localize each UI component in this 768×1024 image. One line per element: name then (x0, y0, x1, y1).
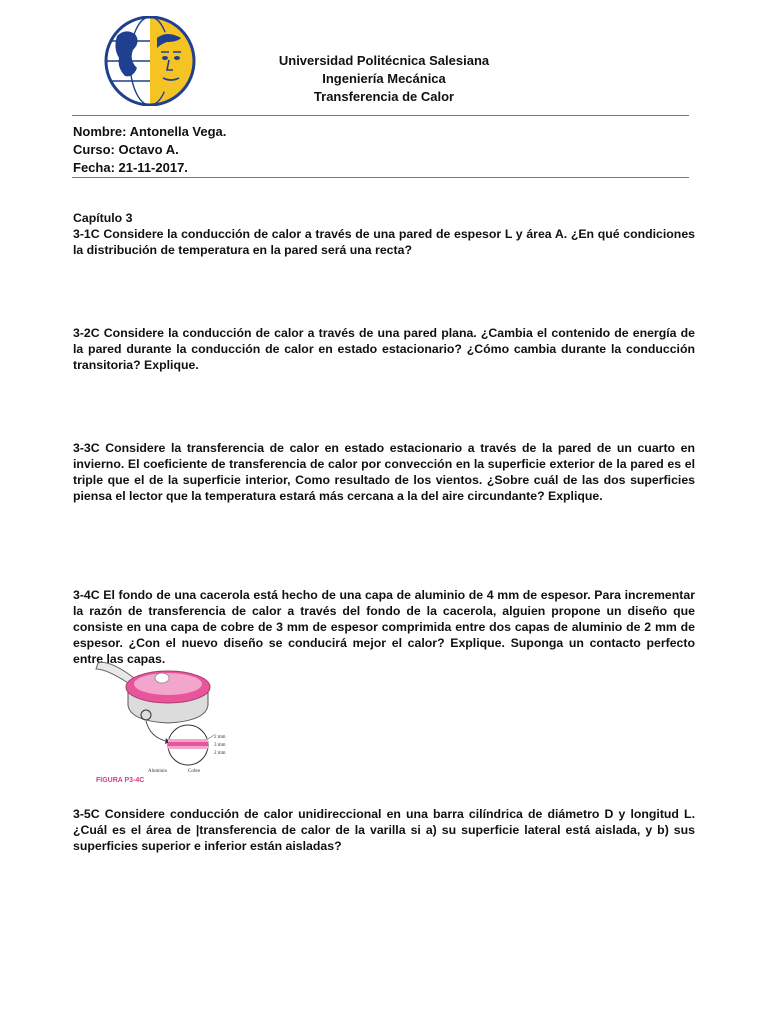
aluminio-label: Aluminio (148, 769, 168, 774)
question-3-2c: 3-2C Considere la conducción de calor a través de una pared plana. ¿Cambia el contenido de energía de la pared durante la conducción de calor en estado estacionario? ¿Cómo cambia durante la conducción transitoria? Explique. (73, 326, 695, 372)
dim-mid-label: 3 mm (214, 743, 226, 748)
question-block-1 (73, 210, 695, 258)
question-3-5c: 3-5C Considere conducción de calor unidireccional en una barra cilíndrica de diámetro D y longitud L. ¿Cuál es el área de |transferencia de calor de la varilla si a) su superficie lateral está aislada, y b) sus superficies superior e inferior están aisladas? (73, 807, 695, 853)
student-date: Fecha: 21-11-2017. (73, 160, 188, 175)
question-3-3c: 3-3C Considere la transferencia de calor en estado estacionario a través de la pared de un cuarto en invierno. El coeficiente de transferencia de calor por convección en la superficie exterior de la pared es el triple que el de la superficie interior, Como resultado de los vientos. ¿Sobre cuál de las dos superficies piensa el lector que la temperatura estará más cercana a la del aire circundante? Explique. (73, 441, 695, 503)
student-info (73, 123, 226, 177)
document-header (228, 52, 540, 106)
question-3-4c: 3-4C El fondo de una cacerola está hecho de una capa de aluminio de 4 mm de espesor. Para incrementar la razón de transferencia de calor a través del fondo de la cacerola, alguien propone un diseño que consiste en una capa de cobre de 3 mm de espesor comprimida entre dos capas de aluminio de 2 mm de espesor. ¿Con el nuevo diseño se conducirá mejor el calor? Explique. Suponga un contacto perfecto entre las capas. (73, 588, 695, 666)
dim-top-label: 2 mm (214, 735, 226, 740)
student-class: Curso: Octavo A. (73, 142, 179, 157)
question-3-1c: 3-1C Considere la conducción de calor a través de una pared de espesor L y área A. ¿En qué condiciones la distribución de temperatura en la pared será una recta? (73, 227, 695, 257)
university-logo (103, 16, 197, 106)
chapter-title: Capítulo 3 (73, 211, 133, 225)
program-name: Ingeniería Mecánica (322, 71, 446, 86)
figure-caption: FIGURA P3-4C (96, 777, 145, 784)
course-name: Transferencia de Calor (313, 89, 455, 104)
cobre-label: Cobre (188, 769, 201, 774)
figure-pan-diagram (90, 655, 236, 785)
student-name: Nombre: Antonella Vega. (73, 124, 227, 139)
header-divider (72, 115, 689, 116)
info-divider (72, 177, 689, 178)
dim-bottom-label: 2 mm (214, 751, 226, 756)
university-name: Universidad Politécnica Salesiana (278, 53, 490, 68)
